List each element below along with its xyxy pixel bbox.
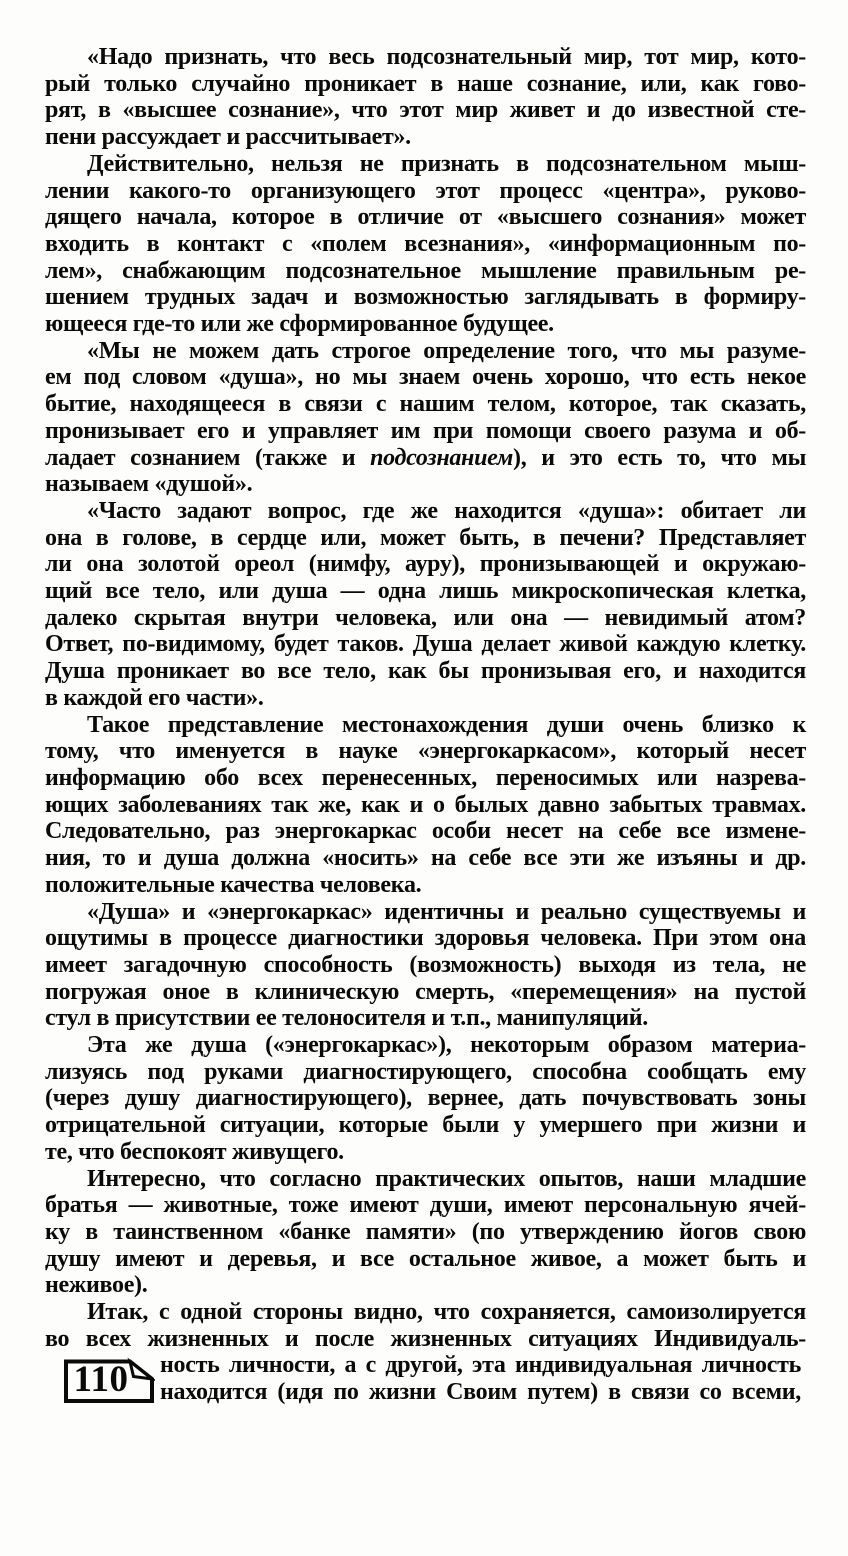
text-line: бытие, находящееся в связи с нашим телом, которое, так сказать, xyxy=(45,391,806,418)
text-line: ность личности, а с другой, эта индивидуальная личность xyxy=(160,1352,801,1379)
page-number: 110 xyxy=(73,1359,129,1401)
paragraphs-host xyxy=(45,44,806,1352)
text-line: «Душа» и «энергокаркас» идентичны и реально существуемы и xyxy=(87,898,806,925)
text-line: неживое). xyxy=(45,1272,148,1299)
text-line: называем «душой». xyxy=(45,471,253,498)
paragraph xyxy=(45,1166,806,1300)
text-line: лизуясь под руками диагностирующего, способна сообщать ему xyxy=(45,1058,806,1085)
footer-text xyxy=(160,1352,801,1405)
text-line: во всех жизненных и после жизненных ситуациях Индивидуаль- xyxy=(45,1325,806,1352)
text-line: Ответ, по-видимому, будет таков. Душа делает живой каждую клетку. xyxy=(45,631,806,658)
text-line: Душа проникает во все тело, как бы пронизывая его, и находится xyxy=(45,658,806,685)
text-line: отрицательной ситуации, которые были у умершего при жизни и xyxy=(45,1112,806,1139)
text-line: братья — животные, тоже имеют души, имеют персональную ячей- xyxy=(45,1192,806,1219)
text-line: шением трудных задач и возможностью заглядывать в формиру- xyxy=(45,284,806,311)
text-line: пени рассуждает и рассчитывает». xyxy=(45,124,411,151)
text-line: дящего начала, которое в отличие от «высшего сознания» может xyxy=(45,204,806,231)
text-line: ем под словом «душа», но мы знаем очень хорошо, что есть некое xyxy=(45,364,806,391)
text-line: ку в таинственном «банке памяти» (по утверждению йогов свою xyxy=(45,1218,806,1245)
text-line: Эта же душа («энергокаркас»), некоторым образом материа- xyxy=(87,1032,806,1059)
text-line: Такое представление местонахождения души очень близко к xyxy=(87,711,806,738)
paragraph xyxy=(45,899,806,1033)
text-line: в каждой его части». xyxy=(45,684,264,711)
text-line: погружая оное в клиническую смерть, «перемещения» на пустой xyxy=(45,978,806,1005)
paragraph xyxy=(45,712,806,899)
text-line: те, что беспокоят живущего. xyxy=(45,1138,344,1165)
text-line: информацию обо всех перенесенных, переносимых или назрева- xyxy=(45,764,806,791)
text-line: Следовательно, раз энергокаркас особи несет на себе все измене- xyxy=(45,818,806,845)
text-line: имеет загадочную способность (возможность) выходя из тела, не xyxy=(45,951,806,978)
text-line: находится (идя по жизни Своим путем) в связи со всеми, xyxy=(160,1379,801,1406)
text-line: лении какого-то организующего этот процесс «центра», руково- xyxy=(45,177,806,204)
text-block xyxy=(45,44,806,1406)
text-line: ющих заболеваниях так же, как и о былых давно забытых травмах. xyxy=(45,791,806,818)
text-line: Интересно, что согласно практических опытов, наши младшие xyxy=(87,1165,806,1192)
text-line: Действительно, нельзя не признать в подсознательном мыш- xyxy=(87,150,806,177)
paragraph xyxy=(45,44,806,151)
text-line: положительные качества человека. xyxy=(45,871,422,898)
page-number-badge xyxy=(63,1356,155,1404)
paragraph xyxy=(45,498,806,712)
text-line: пронизывает его и управляет им при помощи своего разума и об- xyxy=(45,417,806,444)
text-line: ли она золотой ореол (нимфу, ауру), пронизывающей и окружаю- xyxy=(45,551,806,578)
paragraph xyxy=(45,1032,806,1166)
text-line: рый только случайно проникает в наше сознание, или, как гово- xyxy=(45,70,806,97)
text-line: ладает сознанием (также и подсознанием), и это есть то, что мы xyxy=(45,444,807,471)
text-line: Итак, с одной стороны видно, что сохраняется, самоизолируется xyxy=(87,1299,806,1326)
text-line: «Надо признать, что весь подсознательный мир, тот мир, кото- xyxy=(87,44,806,70)
text-line: душу имеют и деревья, и все остальное живое, а может быть и xyxy=(45,1245,806,1272)
text-line: далеко скрытая внутри человека, или она — невидимый атом? xyxy=(45,604,806,631)
text-line: стул в присутствии ее телоносителя и т.п., манипуляций. xyxy=(45,1005,648,1032)
footer-row xyxy=(45,1352,806,1405)
text-line: лем», снабжающим подсознательное мышление правильным ре- xyxy=(45,257,806,284)
text-line: рят, в «высшее сознание», что этот мир живет и до известной сте- xyxy=(45,97,806,124)
paragraph xyxy=(45,338,806,498)
text-line: она в голове, в сердце или, может быть, в печени? Представляет xyxy=(45,524,806,551)
text-line: ния, то и душа должна «носить» на себе все эти же изъяны и др. xyxy=(45,845,806,872)
text-line: ющееся где-то или же сформированное будущее. xyxy=(45,311,554,338)
paragraph xyxy=(45,151,806,338)
text-line: «Мы не можем дать строгое определение того, что мы разуме- xyxy=(87,337,806,364)
text-line: ощутимы в процессе диагностики здоровья человека. При этом она xyxy=(45,925,806,952)
text-line: (через душу диагностирующего), вернее, дать почувствовать зоны xyxy=(45,1085,806,1112)
text-line: тому, что именуется в науке «энергокаркасом», который несет xyxy=(45,738,806,765)
text-line: «Часто задают вопрос, где же находится «душа»: обитает ли xyxy=(87,497,806,524)
text-line: входить в контакт с «полем всезнания», «информационным по- xyxy=(45,230,806,257)
paragraph xyxy=(45,1299,806,1352)
text-line: щий все тело, или душа — одна лишь микроскопическая клетка, xyxy=(45,578,806,605)
